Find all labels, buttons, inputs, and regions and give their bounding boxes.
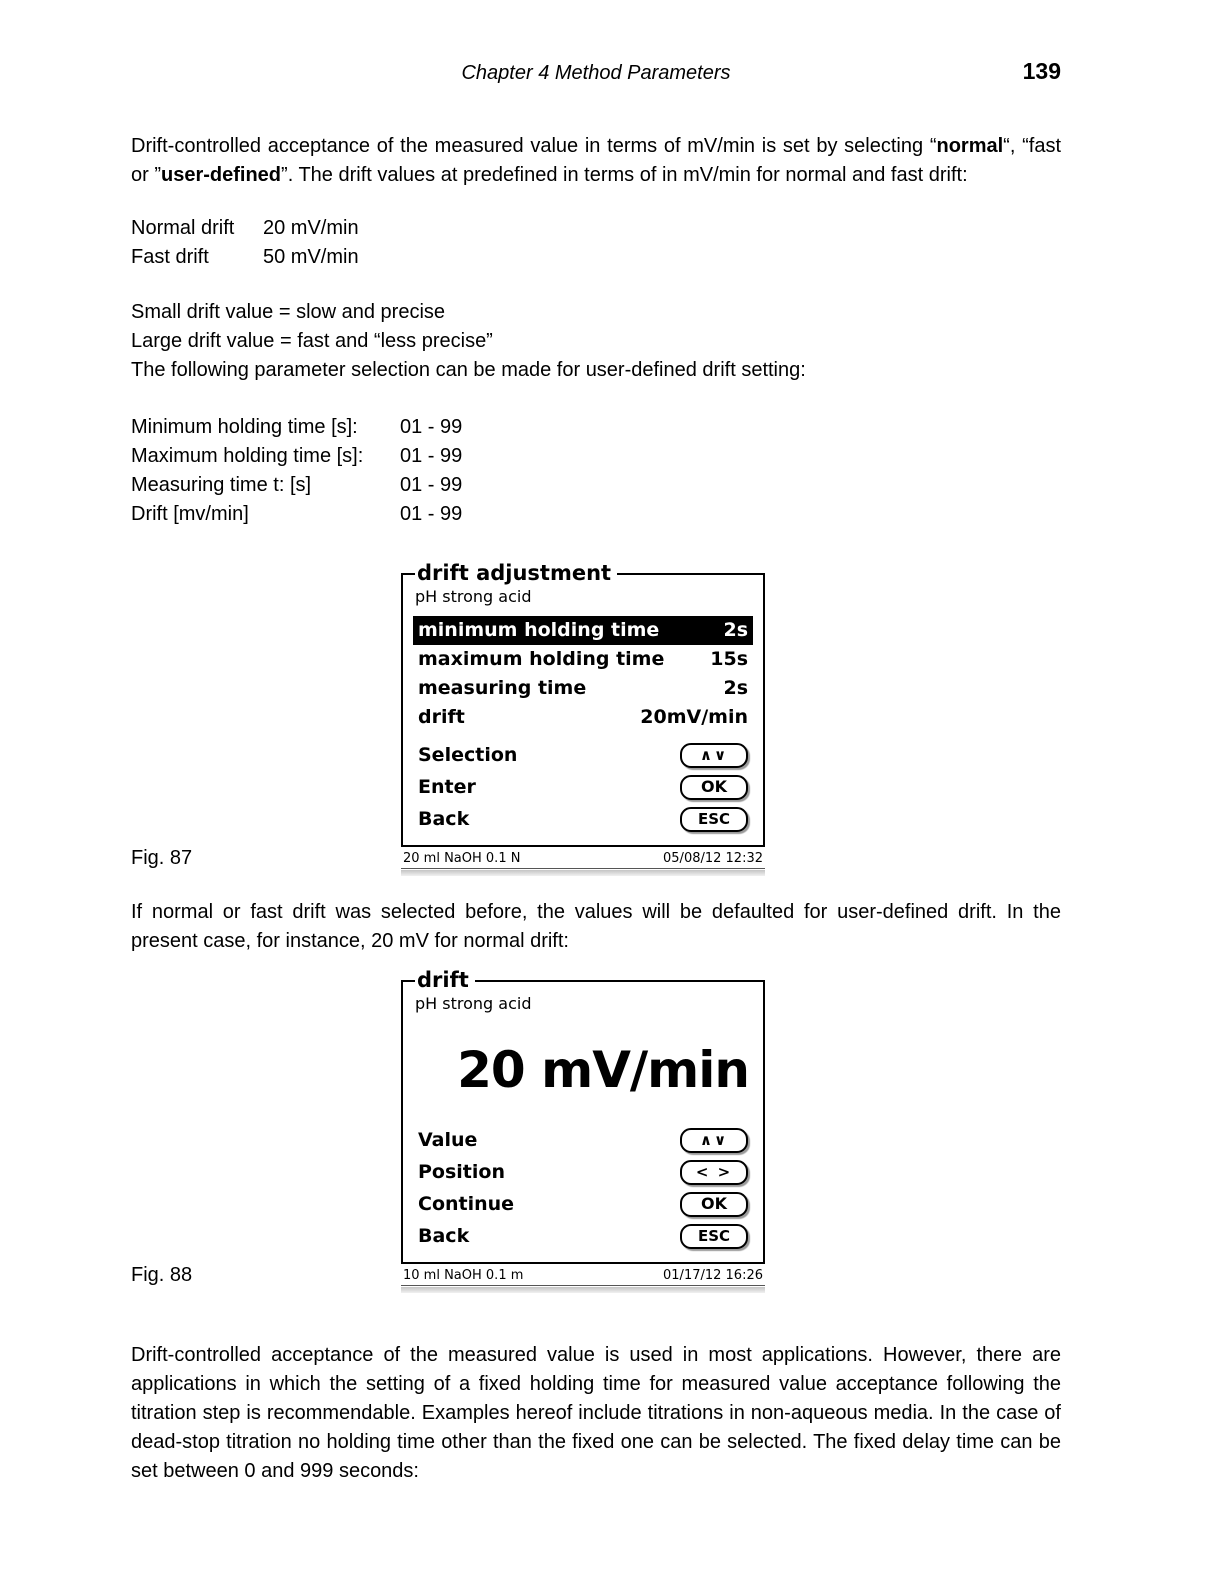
screen-subtitle: pH strong acid <box>415 994 532 1013</box>
ok-button: OK <box>680 1192 748 1217</box>
esc-button: ESC <box>680 807 748 832</box>
table-row <box>131 413 1061 442</box>
drift-label: Normal drift <box>131 217 235 239</box>
screen-title: drift <box>417 968 469 992</box>
screen-title: drift adjustment <box>417 561 612 585</box>
action-row-position <box>413 1156 753 1188</box>
note-line: Large drift value = fast and “less precise” <box>131 330 493 352</box>
drift-value: 50 mV/min <box>263 246 359 268</box>
menu-item-drift <box>413 703 753 732</box>
drift-label: Fast drift <box>131 246 209 268</box>
page-content <box>131 0 1061 1486</box>
status-bar <box>401 847 765 869</box>
table-row <box>131 243 1061 272</box>
table-row <box>131 214 1061 243</box>
paragraph-defaults: If normal or fast drift was selected before, the values will be defaulted for user-defined drift. In the present case, for instance, 20 mV for normal drift: <box>131 901 1061 952</box>
parameter-label: Drift [mv/min] <box>131 503 249 525</box>
paragraph-intro <box>131 132 1061 190</box>
page-number: 139 <box>1022 58 1061 84</box>
status-bar-divider <box>401 870 765 876</box>
action-row-value <box>413 1124 753 1156</box>
parameter-range: 01 - 99 <box>400 474 463 496</box>
menu-item-label: minimum holding time <box>418 619 660 641</box>
esc-button: ESC <box>680 1224 748 1249</box>
parameter-label: Measuring time t: [s] <box>131 474 312 496</box>
parameter-range: 01 - 99 <box>400 445 463 467</box>
table-row <box>131 471 1061 500</box>
menu-item-value: 15s <box>710 648 748 670</box>
action-label: Enter <box>418 776 476 798</box>
action-label: Back <box>418 1225 470 1247</box>
action-label: Position <box>418 1161 505 1183</box>
action-row-selection <box>413 739 753 771</box>
parameter-menu <box>413 616 753 732</box>
text-run-bold: user-defined <box>161 164 282 186</box>
action-label: Value <box>418 1129 478 1151</box>
action-row-back <box>413 803 753 835</box>
drift-value: 20 mV/min <box>263 217 359 239</box>
parameter-label: Maximum holding time [s]: <box>131 445 364 467</box>
note-line: Small drift value = slow and precise <box>131 301 446 323</box>
text-run: “, “fast or ” <box>131 135 1062 186</box>
drift-notes <box>131 298 1061 385</box>
device-screenshot <box>401 563 765 876</box>
menu-item-minimum-holding-time <box>413 616 753 645</box>
up-down-button <box>680 1128 748 1153</box>
menu-item-measuring-time <box>413 674 753 703</box>
parameter-range: 01 - 99 <box>400 416 463 438</box>
figure-87 <box>131 563 1061 876</box>
table-row <box>131 442 1061 471</box>
softkey-actions <box>413 1124 753 1252</box>
status-datetime: 05/08/12 12:32 <box>663 851 763 866</box>
left-right-button <box>680 1160 748 1185</box>
menu-item-maximum-holding-time <box>413 645 753 674</box>
figure-caption: Fig. 88 <box>131 1264 193 1286</box>
paragraph-fixed-holding-time: Drift-controlled acceptance of the measured value is used in most applications. However, there are applications in which the setting of a fixed holding time for measured value acceptance following the titration step is recommendable. Examples hereof include titrations in non-aqueous media. In the case of dead-stop titration no holding time other than the fixed one can be selected. The fixed delay time can be set between 0 and 999 seconds: <box>131 1344 1061 1482</box>
device-screenshot <box>401 970 765 1293</box>
drift-value-display: 20 mV/min <box>457 1041 749 1099</box>
chapter-title: Chapter 4 Method Parameters <box>461 62 731 84</box>
action-row-continue <box>413 1188 753 1220</box>
parameter-range: 01 - 99 <box>400 503 463 525</box>
menu-item-label: maximum holding time <box>418 648 665 670</box>
figure-88 <box>131 970 1061 1293</box>
parameter-range-table <box>131 413 1061 529</box>
figure-caption: Fig. 87 <box>131 847 193 869</box>
status-solution: 20 ml NaOH 0.1 N <box>403 851 521 866</box>
softkey-actions <box>413 739 753 835</box>
screen-subtitle: pH strong acid <box>415 587 532 606</box>
menu-item-label: measuring time <box>418 677 587 699</box>
status-solution: 10 ml NaOH 0.1 m <box>403 1268 524 1283</box>
ok-button: OK <box>680 775 748 800</box>
action-row-enter <box>413 771 753 803</box>
page-header <box>131 0 1061 94</box>
text-run-bold: normal <box>936 135 1004 157</box>
status-bar-divider <box>401 1287 765 1293</box>
text-run: Drift-controlled acceptance of the measured value in terms of mV/min is set by selecting “ <box>131 135 937 157</box>
menu-item-label: drift <box>418 706 465 728</box>
parameter-label: Minimum holding time [s]: <box>131 416 358 438</box>
menu-item-value: 2s <box>723 619 748 641</box>
left-right-arrows-icon: < > <box>695 1162 733 1181</box>
text-run: ”. The drift values at predefined in terms of in mV/min for normal and fast drift: <box>281 164 968 186</box>
action-label: Continue <box>418 1193 515 1215</box>
note-line: The following parameter selection can be made for user-defined drift setting: <box>131 359 806 381</box>
status-bar <box>401 1264 765 1286</box>
menu-item-value: 20mV/min <box>640 706 748 728</box>
up-down-arrows-icon: ∧∨ <box>699 745 729 764</box>
up-down-arrows-icon: ∧∨ <box>699 1130 729 1149</box>
menu-item-value: 2s <box>723 677 748 699</box>
device-screen <box>401 563 765 847</box>
action-label: Back <box>418 808 470 830</box>
status-datetime: 01/17/12 16:26 <box>663 1268 763 1283</box>
table-row <box>131 500 1061 529</box>
action-row-back <box>413 1220 753 1252</box>
action-label: Selection <box>418 744 518 766</box>
device-screen <box>401 970 765 1264</box>
up-down-button <box>680 743 748 768</box>
drift-values-table <box>131 214 1061 272</box>
